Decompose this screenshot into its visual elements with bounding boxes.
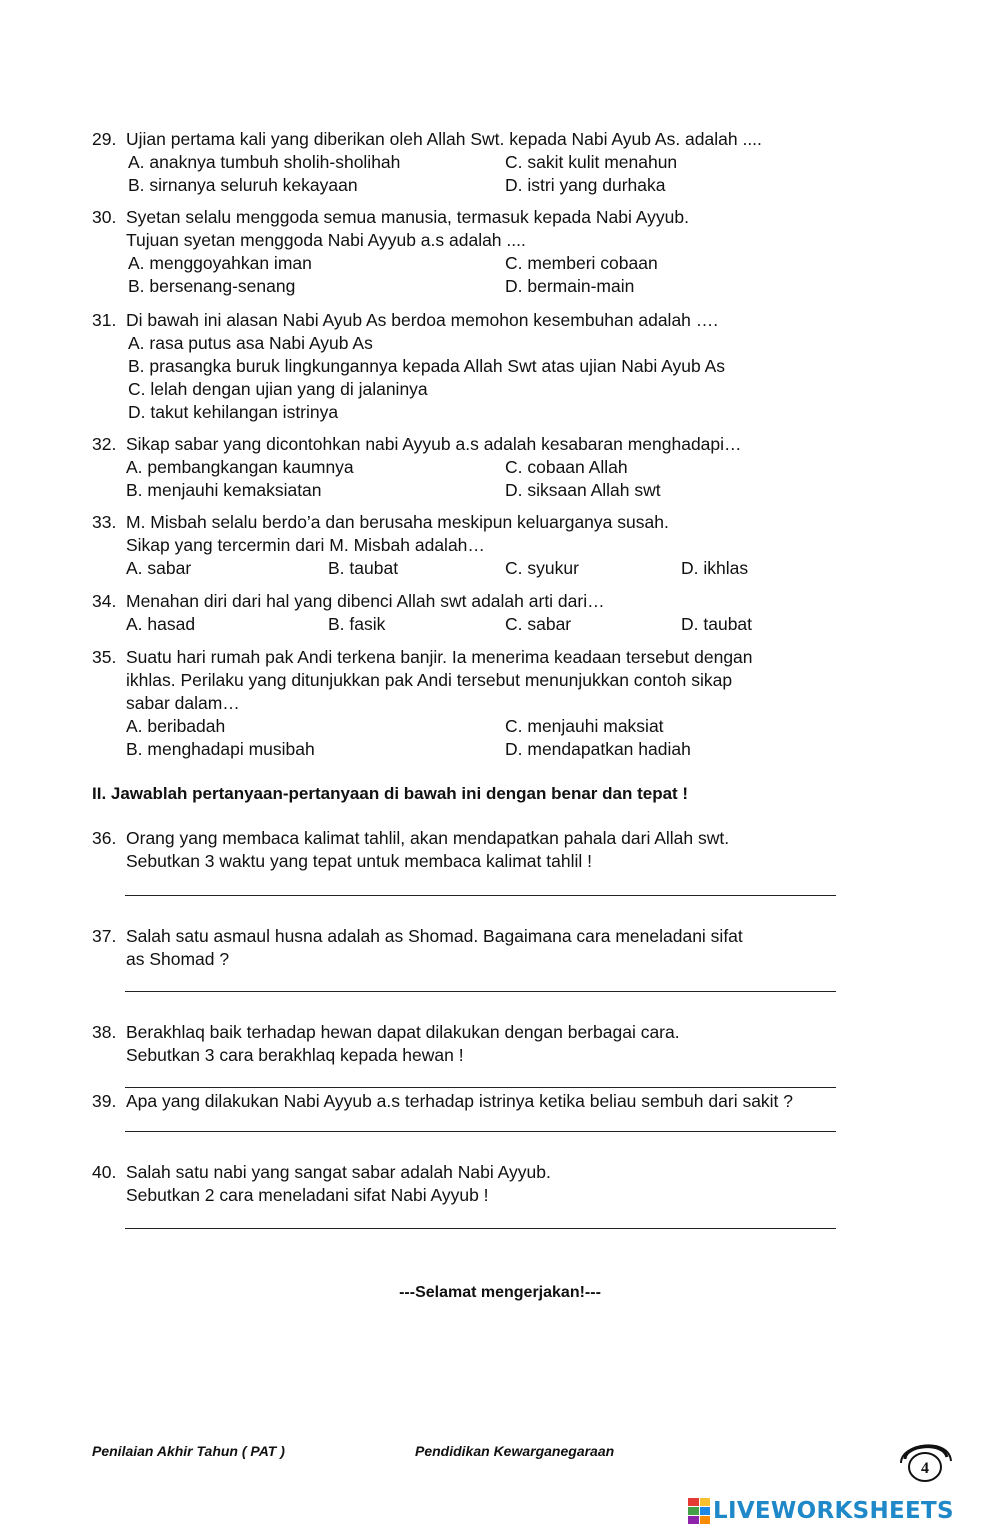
question-text: sabar dalam…	[126, 693, 240, 713]
option-a: A. beribadah	[126, 716, 226, 736]
question-number: 40.	[92, 1162, 117, 1182]
question-number: 33.	[92, 512, 117, 532]
question-text: Apa yang dilakukan Nabi Ayyub a.s terhadap istrinya ketika beliau sembuh dari sakit ?	[126, 1091, 794, 1111]
option-b: B. taubat	[328, 558, 399, 578]
answer-line[interactable]	[125, 1131, 836, 1132]
option-b: B. menghadapi musibah	[126, 739, 315, 759]
page-swirl-icon	[895, 1437, 955, 1487]
question-number: 29.	[92, 129, 117, 149]
question-text: Di bawah ini alasan Nabi Ayub As berdoa memohon kesembuhan adalah ….	[126, 310, 719, 330]
question-40	[92, 1161, 932, 1207]
question-36	[92, 827, 932, 873]
question-number: 31.	[92, 310, 117, 330]
question-35	[92, 646, 932, 761]
option-b: B. prasangka buruk lingkungannya kepada Allah Swt atas ujian Nabi Ayub As	[128, 356, 726, 376]
question-32	[92, 433, 932, 502]
option-d: D. takut kehilangan istrinya	[128, 402, 339, 422]
question-text: Sikap sabar yang dicontohkan nabi Ayyub a.s adalah kesabaran menghadapi…	[126, 434, 742, 454]
question-text: Sebutkan 3 waktu yang tepat untuk membaca kalimat tahlil !	[126, 851, 592, 871]
answer-line[interactable]	[125, 991, 836, 992]
question-30	[92, 206, 932, 298]
option-d: D. bermain-main	[505, 276, 635, 296]
option-a: A. hasad	[126, 614, 196, 634]
option-a: A. menggoyahkan iman	[128, 253, 312, 273]
question-text: Salah satu nabi yang sangat sabar adalah Nabi Ayyub.	[126, 1162, 551, 1182]
option-b: B. fasik	[328, 614, 386, 634]
option-b: B. bersenang-senang	[128, 276, 296, 296]
option-d: D. siksaan Allah swt	[505, 480, 661, 500]
question-text: Suatu hari rumah pak Andi terkena banjir. Ia menerima keadaan tersebut dengan	[126, 647, 753, 667]
option-b: B. menjauhi kemaksiatan	[126, 480, 322, 500]
question-31	[92, 309, 932, 424]
page-number: 4	[921, 1460, 929, 1477]
question-number: 30.	[92, 207, 117, 227]
question-text: Orang yang membaca kalimat tahlil, akan mendapatkan pahala dari Allah swt.	[126, 828, 730, 848]
question-number: 39.	[92, 1091, 117, 1111]
question-number: 35.	[92, 647, 117, 667]
question-number: 38.	[92, 1022, 117, 1042]
option-a: A. anaknya tumbuh sholih-sholihah	[128, 152, 401, 172]
question-39	[92, 1090, 932, 1113]
question-text: Sikap yang tercermin dari M. Misbah adalah…	[126, 535, 485, 555]
page-number-badge	[895, 1437, 955, 1487]
question-38	[92, 1021, 932, 1067]
answer-line[interactable]	[125, 1228, 836, 1229]
option-d: D. istri yang durhaka	[505, 175, 666, 195]
option-d: D. taubat	[681, 614, 753, 634]
liveworksheets-watermark	[688, 1494, 954, 1528]
option-b: B. sirnanya seluruh kekayaan	[128, 175, 358, 195]
question-text: Sebutkan 2 cara meneladani sifat Nabi Ayyub !	[126, 1185, 489, 1205]
liveworksheets-logo-icon	[688, 1498, 710, 1524]
watermark-text: LIVEWORKSHEETS	[713, 1498, 954, 1524]
option-c: C. sakit kulit menahun	[505, 152, 678, 172]
question-number: 34.	[92, 591, 117, 611]
question-text: Salah satu asmaul husna adalah as Shomad. Bagaimana cara meneladani sifat	[126, 926, 743, 946]
option-d: D. ikhlas	[681, 558, 749, 578]
question-text: ikhlas. Perilaku yang ditunjukkan pak Andi tersebut menunjukkan contoh sikap	[126, 670, 733, 690]
footer-subject: Pendidikan Kewarganegaraan	[415, 1443, 615, 1459]
question-number: 32.	[92, 434, 117, 454]
question-33	[92, 511, 932, 580]
answer-line[interactable]	[125, 895, 836, 896]
question-text: as Shomad ?	[126, 949, 230, 969]
option-c: C. sabar	[505, 614, 572, 634]
question-34	[92, 590, 932, 636]
question-number: 37.	[92, 926, 117, 946]
question-text: Menahan diri dari hal yang dibenci Allah swt adalah arti dari…	[126, 591, 605, 611]
option-c: C. menjauhi maksiat	[505, 716, 664, 736]
question-text: Tujuan syetan menggoda Nabi Ayyub a.s adalah ....	[126, 230, 526, 250]
option-c: C. memberi cobaan	[505, 253, 658, 273]
question-text: Syetan selalu menggoda semua manusia, termasuk kepada Nabi Ayyub.	[126, 207, 689, 227]
option-d: D. mendapatkan hadiah	[505, 739, 691, 759]
closing-text: ---Selamat mengerjakan!---	[399, 1284, 601, 1301]
option-c: C. syukur	[505, 558, 579, 578]
question-text: M. Misbah selalu berdo’a dan berusaha meskipun keluarganya susah.	[126, 512, 669, 532]
question-29	[92, 128, 932, 197]
question-number: 36.	[92, 828, 117, 848]
answer-line[interactable]	[125, 1087, 836, 1088]
question-text: Berakhlaq baik terhadap hewan dapat dilakukan dengan berbagai cara.	[126, 1022, 680, 1042]
option-a: A. sabar	[126, 558, 192, 578]
option-a: A. rasa putus asa Nabi Ayub As	[128, 333, 373, 353]
question-text: Ujian pertama kali yang diberikan oleh Allah Swt. kepada Nabi Ayub As. adalah ....	[126, 129, 762, 149]
option-c: C. lelah dengan ujian yang di jalaninya	[128, 379, 428, 399]
question-text: Sebutkan 3 cara berakhlaq kepada hewan !	[126, 1045, 464, 1065]
option-c: C. cobaan Allah	[505, 457, 628, 477]
footer-exam-title: Penilaian Akhir Tahun ( PAT )	[92, 1443, 285, 1459]
section-heading: II. Jawablah pertanyaan-pertanyaan di bawah ini dengan benar dan tepat !	[92, 784, 689, 803]
question-37	[92, 925, 932, 971]
option-a: A. pembangkangan kaumnya	[126, 457, 354, 477]
